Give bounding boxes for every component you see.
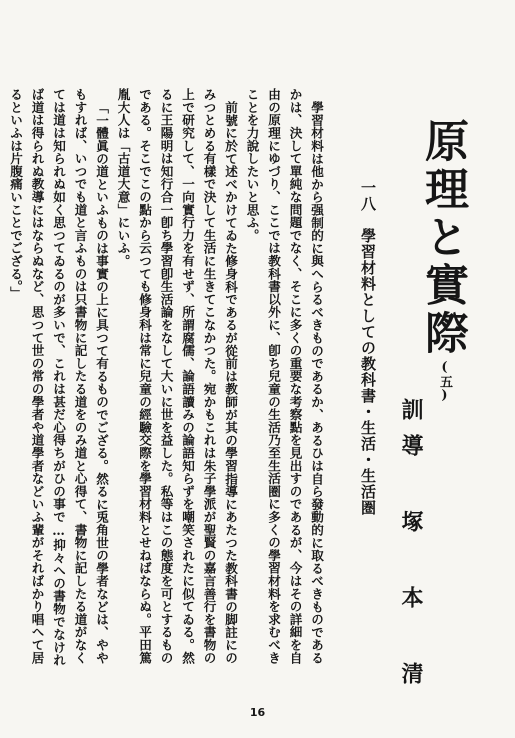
paragraph-1: 學習材料は他から强制的に與へらるべきものであるか、あるひは自ら發動的に取るべきものであるかは、決して單純な問題でなく、そこに多くの重要な考察點を見出すのであるが、今はその詳細を自由の原理にゆづり、ここでは教科書以外に、卽ち兒童の生活乃至生活圏に多くの學習材料を求むべきことを力說したいと思ふ。 xyxy=(244,88,324,664)
body-text xyxy=(5,88,328,676)
page-number: 16 xyxy=(249,706,266,719)
author-line: 訓導 塚 本 清 xyxy=(398,398,424,698)
article-part-number: (五) xyxy=(437,360,452,403)
paragraph-2: 前號に於て述べかけてゐた修身科であるが從前は教師が其の學習指導にあたつた教科書の脚註にのみつとめる有樣で決して生活に生きてこなかつた。宛かもこれは朱子學派が聖賢の嘉言善行を書物の上で研究して、一向實行力を有せず、所謂腐儒、論語讀みの論語知らずを嘲笑されたに似てゐる。然るに王陽明は知行合一卽ち學習卽生活論をなして大いに世を益した。私等はこの態度を可とするものである。そこでこの點から云つても修身科は常に兒童の經驗交際を學習材料とせねばならぬ。平田篤胤大人は「古道大意」にいふ。 xyxy=(115,88,238,664)
paragraph-3-quote: 「一體眞の道といふものは事實の上に具つて有るものでござる。然るに兎角世の學者などは、ややもすれば、いつでも道と言ふものは只書物に記したる道をのみ道と心得て、書物に記したる道がなくては道は知られぬ如く思つてゐるのが多いで、これは甚だ心得ちがひの事で…抑々への書物でなければ道は得られぬ教導にはならぬなど、思つて世の常の學者や道學者などいふ輩がそればかり唱へて居るといふは片腹痛いことでござる。」 xyxy=(8,88,109,667)
section-heading: 一八 學習材料としての教科書・生活・生活圏 xyxy=(359,180,377,516)
article-title: 原理と實際 xyxy=(417,118,468,358)
